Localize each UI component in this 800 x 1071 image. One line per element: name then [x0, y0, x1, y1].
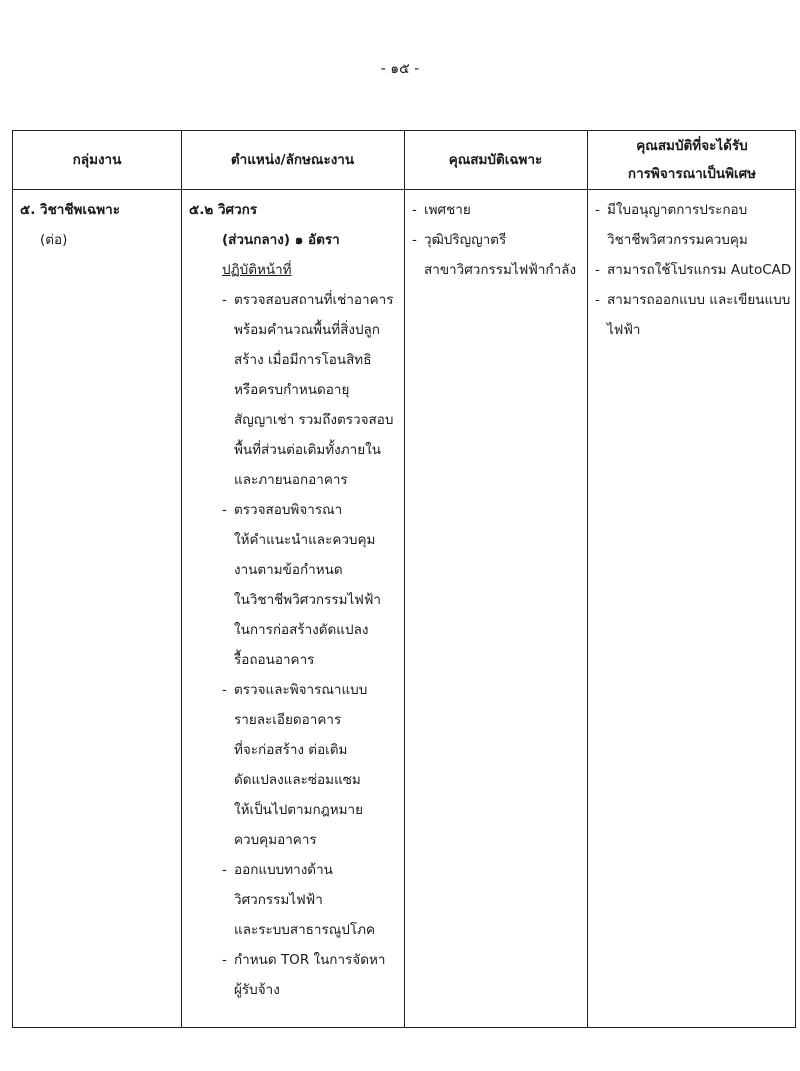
duty-item — [222, 855, 401, 945]
special-cell — [595, 195, 795, 345]
bullet-dash: - — [595, 292, 600, 308]
duties-list — [189, 285, 401, 1005]
duty-item-line: ให้คำแนะนำและควบคุม — [234, 532, 376, 548]
qualification-list — [412, 195, 584, 285]
job-table — [12, 130, 796, 1028]
duty-item — [222, 285, 401, 495]
bullet-dash: - — [595, 202, 600, 218]
special-item — [595, 285, 795, 345]
special-item-line: วิชาชีพวิศวกรรมควบคุม — [607, 232, 748, 248]
header-position-label: ตำแหน่ง/ลักษณะงาน — [230, 152, 355, 168]
group-continued: (ต่อ) — [40, 232, 68, 248]
header-qualification-label: คุณสมบัติเฉพาะ — [448, 152, 543, 168]
duty-item-line: รายละเอียดอาคาร — [234, 712, 342, 728]
duty-item-line: วิศวกรรมไฟฟ้า — [234, 892, 323, 908]
column-divider — [587, 131, 588, 1027]
special-item-line: สามารถออกแบบ และเขียนแบบ — [607, 292, 791, 308]
duty-item-line: ควบคุมอาคาร — [234, 832, 317, 848]
duty-item-line: ในวิชาชีพวิศวกรรมไฟฟ้า — [234, 592, 381, 608]
qualification-item — [412, 225, 584, 285]
bullet-dash: - — [412, 202, 417, 218]
position-subtitle: (ส่วนกลาง) ๑ อัตรา — [222, 232, 340, 248]
group-title: ๕. วิชาชีพเฉพาะ — [20, 202, 120, 218]
duty-item-line: ในการก่อสร้างดัดแปลง — [234, 622, 369, 638]
bullet-dash: - — [412, 232, 417, 248]
qualification-item-line: เพศชาย — [424, 202, 471, 218]
position-cell — [189, 195, 401, 1005]
column-divider — [404, 131, 405, 1027]
duty-item-line: ดัดแปลงและซ่อมแซม — [234, 772, 361, 788]
duty-item-line: ตรวจและพิจารณาแบบ — [234, 682, 368, 698]
special-item — [595, 195, 795, 255]
special-item — [595, 255, 795, 285]
duty-item-line: งานตามข้อกำหนด — [234, 562, 343, 578]
header-group-label: กลุ่มงาน — [72, 152, 122, 168]
bullet-dash: - — [222, 952, 227, 968]
special-item-line: ไฟฟ้า — [607, 322, 641, 338]
duty-item-line: กำหนด TOR ในการจัดหา — [234, 952, 386, 968]
duty-item-line: ตรวจสอบสถานที่เช่าอาคาร — [234, 292, 394, 308]
duty-item-line: ให้เป็นไปตามกฎหมาย — [234, 802, 364, 818]
qualification-item-line: สาขาวิศวกรรมไฟฟ้ากำลัง — [424, 262, 577, 278]
bullet-dash: - — [222, 292, 227, 308]
header-special — [587, 131, 797, 189]
bullet-dash: - — [595, 262, 600, 278]
duty-item-line: สร้าง เมื่อมีการโอนสิทธิ — [234, 352, 372, 368]
header-special-line: การพิจารณาเป็นพิเศษ — [627, 166, 757, 182]
special-item-line: สามารถใช้โปรแกรม AutoCAD — [607, 262, 792, 278]
group-cell — [20, 195, 178, 255]
bullet-dash: - — [222, 682, 227, 698]
qualification-item-line: วุฒิปริญญาตรี — [424, 232, 507, 248]
bullet-dash: - — [222, 862, 227, 878]
column-divider — [181, 131, 182, 1027]
duty-item-line: ตรวจสอบพิจารณา — [234, 502, 343, 518]
duty-item-line: หรือครบกำหนดอายุ — [234, 382, 350, 398]
duty-item — [222, 945, 401, 1005]
special-item-line: มีใบอนุญาตการประกอบ — [607, 202, 748, 218]
duty-item-line: รื้อถอนอาคาร — [234, 652, 315, 668]
header-position — [181, 131, 404, 189]
special-list — [595, 195, 795, 345]
header-qualification — [404, 131, 587, 189]
duties-label: ปฏิบัติหน้าที่ — [222, 262, 292, 278]
bullet-dash: - — [222, 502, 227, 518]
page-number: - ๑๕ - — [380, 61, 420, 77]
header-divider — [13, 189, 795, 190]
duty-item — [222, 495, 401, 675]
duty-item-line: ผู้รับจ้าง — [234, 982, 280, 998]
duty-item-line: พื้นที่ส่วนต่อเติมทั้งภายใน — [234, 442, 381, 458]
qualification-item — [412, 195, 584, 225]
duty-item-line: ออกแบบทางด้าน — [234, 862, 333, 878]
duty-item-line: และภายนอกอาคาร — [234, 472, 348, 488]
duty-item-line: ที่จะก่อสร้าง ต่อเติม — [234, 742, 348, 758]
duty-item-line: พร้อมคำนวณพื้นที่สิ่งปลูก — [234, 322, 380, 338]
duty-item — [222, 675, 401, 855]
duty-item-line: สัญญาเช่า รวมถึงตรวจสอบ — [234, 412, 394, 428]
duty-item-line: และระบบสาธารณูปโภค — [234, 922, 376, 938]
header-group — [13, 131, 181, 189]
position-title: ๕.๒ วิศวกร — [189, 202, 258, 218]
header-special-line: คุณสมบัติที่จะได้รับ — [636, 138, 748, 154]
qualification-cell — [412, 195, 584, 285]
